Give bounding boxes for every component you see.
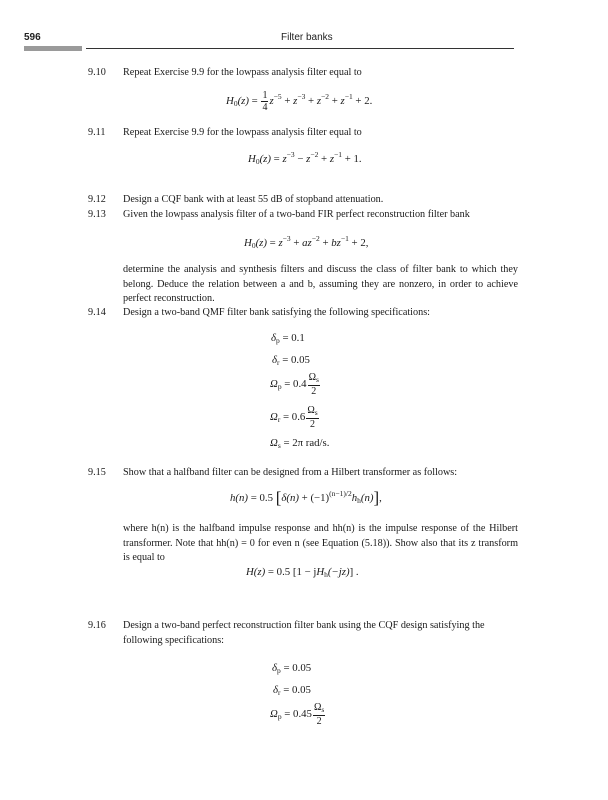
exercise-number: 9.15: [88, 467, 106, 478]
paragraph-9-15: where h(n) is the halfband impulse response and hh(n) is the impulse response of the Hilbert transformer. Note that hh(n) = 0 for even n (see Equation (5.18)). Show also that its z transform is equal to: [123, 523, 518, 564]
exercise-text: Design a two-band QMF filter bank satisfying the following specifications:: [123, 307, 430, 318]
exercise-text: Show that a halfband filter can be designed from a Hilbert transformer as follows:: [123, 467, 458, 478]
header-tab-bar: [24, 46, 82, 51]
equation-9-15: h(n) = 0.5 $[\delta(n) + (-1)^{(n-1)/2}h_h(n)]$,: [230, 488, 382, 507]
exercise-number: 9.10: [88, 67, 106, 78]
exercise-number: 9.11: [88, 127, 106, 138]
spec-omega-s: $\Omega_s = 2\pi$ rad/s.: [270, 437, 330, 450]
exercise-number: 9.16: [88, 620, 106, 631]
exercise-text: Design a two-band perfect reconstruction filter bank using the CQF design satisfying the following specifications:: [123, 620, 485, 646]
page-number: 596: [24, 32, 41, 43]
spec-omega-p-9-16: $\Omega_p = 0.45$ $\frac{\Omega_s}{2}$: [270, 702, 325, 727]
spec-delta-r-9-16: $\delta_r = 0.05$: [273, 684, 311, 697]
exercise-text: Repeat Exercise 9.9 for the lowpass analysis filter equal to: [123, 67, 362, 78]
equation-9-10: $H_0(z)$ = $\frac{1}{4}$ $z^{-5} + z^{-3} + z^{-2} + z^{-1} + 2$.: [226, 90, 373, 113]
exercise-number: 9.14: [88, 307, 106, 318]
exercise-number: 9.13: [88, 209, 106, 220]
equation-9-13: $H_0(z) = z^{-3} + az^{-2} + bz^{-1} + 2$,: [244, 234, 369, 250]
exercise-text: Design a CQF bank with at least 55 dB of stopband attenuation.: [123, 194, 384, 205]
spec-delta-r: $\delta_r = 0.05$: [272, 354, 310, 367]
header-rule: [86, 48, 514, 49]
equation-9-15-ztransform: H(z) = 0.5 $[1 - jH_h(-jz)]$ .: [246, 566, 359, 579]
spec-delta-p: $\delta_p = 0.1$: [271, 332, 305, 345]
running-head: Filter banks: [281, 32, 333, 43]
exercise-number: 9.12: [88, 194, 106, 205]
equation-9-11: $H_0(z) = z^{-3} - z^{-2} + z^{-1} + 1$.: [248, 150, 362, 166]
paragraph-9-13: determine the analysis and synthesis filters and discuss the class of filter bank to which they belong. Deduce the relation between a and b, assuming they are nonzero, in order to achieve perfect reconstruction.: [123, 264, 518, 305]
spec-delta-p-9-16: $\delta_p = 0.05$: [272, 662, 312, 675]
exercise-text: Repeat Exercise 9.9 for the lowpass analysis filter equal to: [123, 127, 362, 138]
spec-omega-r: $\Omega_r = 0.6$ $\frac{\Omega_s}{2}$: [270, 405, 318, 430]
spec-omega-p: $\Omega_p = 0.4$ $\frac{\Omega_s}{2}$: [270, 372, 319, 397]
exercise-text: Given the lowpass analysis filter of a two-band FIR perfect reconstruction filter bank: [123, 209, 470, 220]
